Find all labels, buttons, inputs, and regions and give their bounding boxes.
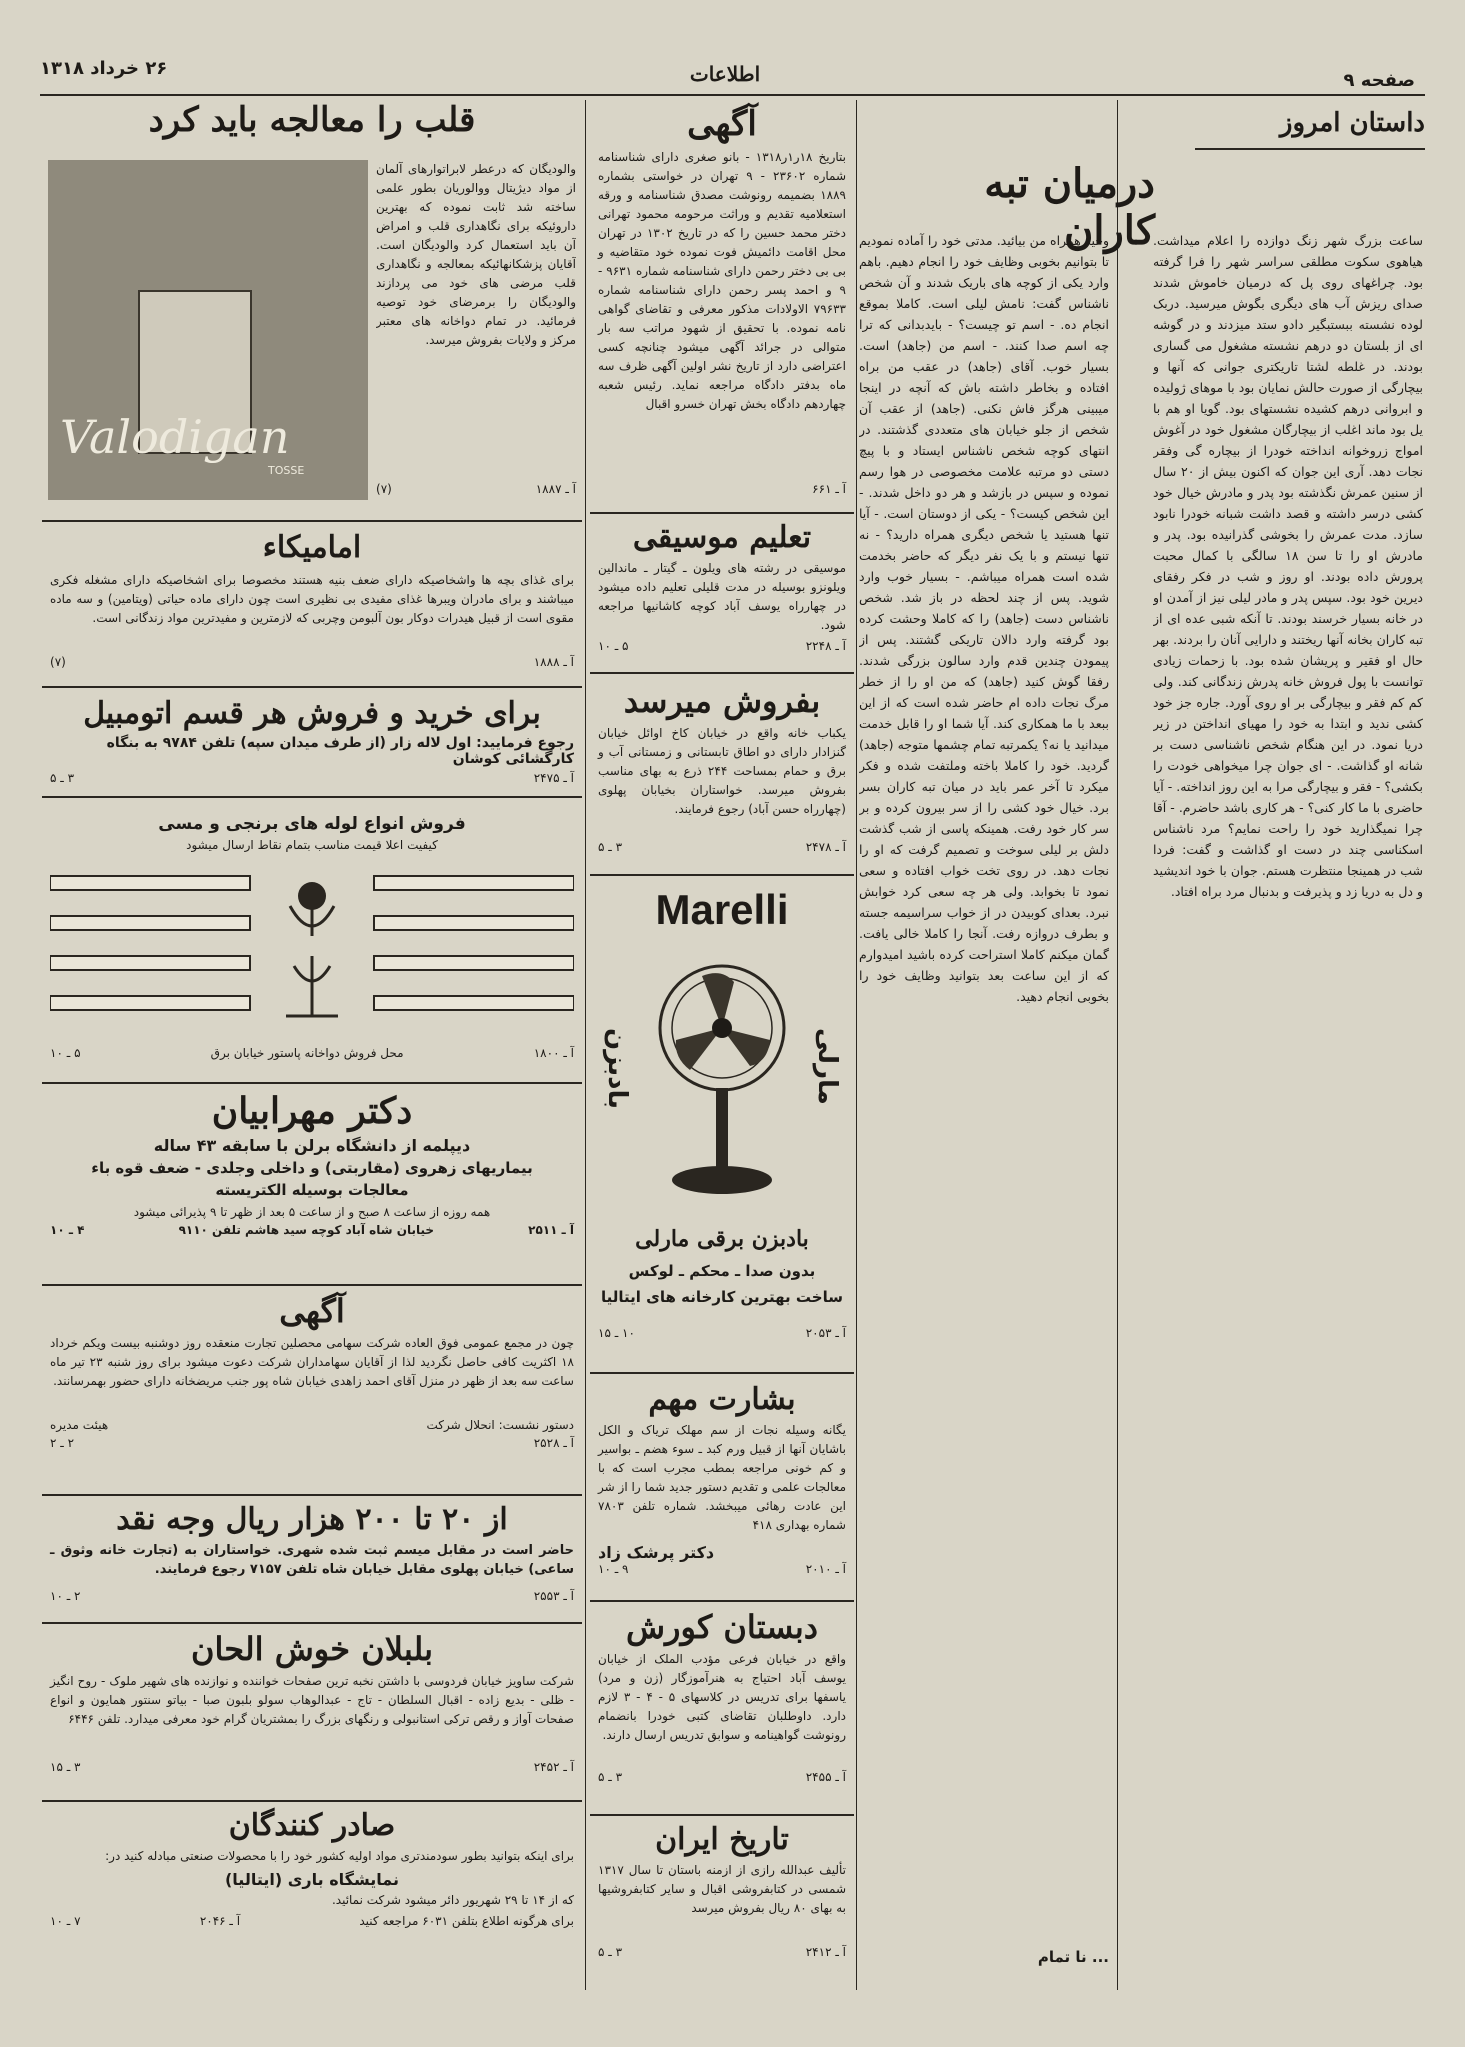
- ad-divider: [42, 1622, 582, 1624]
- ad-code: آ ـ ۱۸۰۰: [533, 1046, 574, 1060]
- ad-title: امامیکاء: [262, 530, 362, 565]
- ad-line: بیماریهای زهروی (مقاربتی) و داخلی وجلدی - ضعف قوه باء: [91, 1159, 533, 1177]
- ad-pipes: [42, 800, 582, 1080]
- ad-title: تعلیم موسیقی: [632, 520, 812, 555]
- ad-divider: [590, 1814, 854, 1816]
- product-logo-text: Valodigan: [60, 410, 290, 464]
- product-photo: [48, 160, 368, 500]
- ad-line: کیفیت اعلا قیمت مناسب بتمام نقاط ارسال میشود: [186, 838, 438, 852]
- ad-amamika: [42, 524, 582, 684]
- ad-title: صادر کنندگان: [228, 1808, 396, 1843]
- ad-title: از ۲۰ تا ۲۰۰ هزار ریال وجه نقد: [116, 1502, 508, 1537]
- ad-address: خیابان شاه آباد کوچه سید هاشم تلفن ۹۱۱۰: [178, 1223, 435, 1237]
- ad-divider: [590, 512, 854, 514]
- ad-code-2: ۳ ـ ۵: [598, 1770, 623, 1784]
- issue-date: ۲۶ خرداد ۱۳۱۸: [40, 58, 168, 79]
- ad-divider: [42, 1284, 582, 1286]
- ad-title: دکتر مهرابیان: [211, 1090, 413, 1132]
- ad-fair: نمایشگاه باری (ایتالیا): [224, 1870, 400, 1889]
- ad-divider: [42, 1494, 582, 1496]
- ad-number: (۷): [50, 655, 66, 669]
- ad-title: بفروش میرسد: [623, 682, 821, 720]
- to-be-continued: ... نا تمام: [1037, 1948, 1109, 1966]
- section-rule: [1195, 148, 1425, 150]
- ad-agenda: دستور نشست: انحلال شرکت: [426, 1418, 574, 1432]
- ad-title: آگهی: [687, 104, 757, 144]
- story-column-right: ساعت بزرگ شهر زنگ دوازده را اعلام میداشت. هیاهوی سکوت مطلقی سراسر شهر را فرا گرفته بود. چراغهای روی پل که درمیان خاموش شدند صدای ریزش آب های دیگری بگوش میرسید. دربک لوده نشسته ببستبگیر دادو ستد میزدند و در گوشه ای از بلستان دو درهم نشسته مشغول می گساری بودند. در غلطه لشتا تاریکتری جوانی که آنها و بیچارگی از صورت حالش نمایان بود با موهای ژولیده و ابروانی درهم کشیده نشستهای بود. گویا او هم با یل بود ماند اغلب از بیچارگان مشغول خود در آغوش امواج زروخوانه انداخته خودرا از بیچاره گی وفقر نجات دهد. آری این جوان که اکنون بیش از ۲۰ سال از سنین عمرش نگذشته بود پدر و مادرش خیال خود کشی درسر داشته و قصد داشت شبانه خودرا نابود سازد. مدت عمرش را بخوشی گذرانیده بود. پدر و مادرش او را تا سن ۱۸ سالگی با کمال محبت پرورش داده بودند. او روز و شب در فکر رفقای دیرین خود بود. سپس پدر و مادر لیلی نیز از آمدن او در خانه بسیار خرسند بودند. تا آنکه شبی عده ای از تبه کاران بخانه آنها ریختند و دارایی آنان را بردند. بهر حال او فقیر و پریشان شده بود. با زحمات زیادی توانست با پول فروش خانه پدرش زندگانی کند. ولی کم کم فقر و بیچارگی بر او روی آورد. جاره جز خود کشی ندید و ابتدا به خود را مهیای انداختن در زیر دریا نمود. در این هنگام شخص ناشناسی دست بر شانه او گذاشت. - ای جوان چرا میخواهی خودت را بکشی؟ - فقر و بیچارگی مرا به این روز انداخته. - آیا حاضری با ما کار کنی؟ - هر کاری باشد حاضرم. - آقا چرا نمیگذارید خود را راحت نمایم؟ مرد ناشناس اسکناسی چند در دست او گذاشت و گفت: فردا شب در همینجا منتظرت هستم. جوان با خود اندیشید و دل به دریا زد و پذیرفت و بدنبال مرد براه افتاد.: [1153, 233, 1423, 899]
- ad-code-2: ۲ ـ ۲: [50, 1436, 75, 1450]
- ad-body: یگانه وسیله نجات از سم مهلک تریاک و الکل باشایان آنها از قبیل ورم کبد ـ سوء هضم ـ بواسیر و کم خونی مراجعه بمطب مجرب است که با معالجات علمی و تقدیم دستور جدید شما را از شر این عادت رهائی میبخشد. شماره تلفن ۷۸۰۳ شماره بهداری ۴۱۸: [598, 1423, 846, 1532]
- ad-code-2: ۵ ـ ۱۰: [50, 1046, 81, 1060]
- fan-icon: [642, 948, 802, 1208]
- product-logo-sub: TOSSE: [268, 464, 305, 477]
- ad-notice-inheritance: [590, 100, 854, 510]
- ad-code: آ ـ ۲۰۴۶: [199, 1914, 241, 1928]
- ad-code: آ ـ ۲۰۵۳: [805, 1326, 846, 1340]
- ad-divider: [590, 874, 854, 876]
- ad-house-sale: [590, 676, 854, 872]
- ad-code-2: ۴ ـ ۱۰: [50, 1223, 85, 1237]
- ad-cash-loan: [42, 1498, 582, 1620]
- ad-code-2: ۹ ـ ۱۰: [598, 1562, 629, 1576]
- ad-body: برای اینکه بتوانید بطور سودمندتری مواد اولیه کشور خود را با محصولات صنعتی مبادله کنید در:: [105, 1849, 574, 1863]
- ad-signature: هیئت مدیره: [50, 1418, 109, 1432]
- ad-title: آگهی: [279, 1292, 345, 1330]
- side-label: بادبزن: [602, 1028, 632, 1109]
- ad-code: آ ـ ۶۶۱: [812, 482, 846, 496]
- story-title: درمیان تبه کاران: [984, 160, 1155, 254]
- ad-code-2: ۵ ـ ۱۰: [598, 639, 629, 653]
- ad-history-book: [590, 1818, 854, 1986]
- ad-footer: محل فروش دواخانه پاستور خیابان برق: [210, 1046, 404, 1060]
- column-rule: [585, 100, 586, 1990]
- ad-music-lessons: [590, 516, 854, 670]
- ad-line: همه روزه از ساعت ۸ صبح و از ساعت ۵ بعد از ظهر تا ۹ پذیرائی میشود: [133, 1205, 491, 1219]
- ad-code-2: ۲ ـ ۱۰: [50, 1589, 81, 1603]
- ad-kourosh-school: [590, 1604, 854, 1812]
- ad-company-notice: [42, 1288, 582, 1492]
- ad-divider: [590, 1600, 854, 1602]
- ad-marelli-fan: [590, 878, 854, 1370]
- ad-exporters: [42, 1804, 582, 1988]
- column-rule: [856, 100, 857, 1990]
- ad-code: آ ـ ۲۴۷۸: [805, 840, 846, 854]
- ad-title: قلب را معالجه باید کرد: [148, 100, 476, 140]
- ad-title: دبستان کورش: [625, 1608, 819, 1646]
- ad-records: [42, 1626, 582, 1798]
- ad-title: برای خرید و فروش هر قسم اتومبیل: [83, 696, 541, 731]
- ad-line: بدون صدا ـ محکم ـ لوکس: [628, 1262, 816, 1280]
- masthead-rule: [40, 94, 1425, 96]
- ad-line: معالجات بوسیله الکتریسته: [215, 1181, 409, 1199]
- ad-line: دیپلمه از دانشگاه برلن با سابقه ۴۳ ساله: [153, 1136, 471, 1155]
- ad-divider: [42, 1082, 582, 1084]
- ad-code: آ ـ ۱۸۸۷: [535, 482, 576, 496]
- ad-number: (۷): [376, 482, 392, 496]
- ad-body: شرکت ساویز خیابان فردوسی با داشتن نخبه ترین صفحات خواننده و نوازنده های شهیر ملوک - روح انگیز - ظلی - بدیع زاده - اقبال السلطان - تاج - عبدالوهاب سولو بلبون صبا - بیاتو سنتور همایون و انواع صفحات آواز و رقص ترکی استانبولی و رنگهای بزرگ را بمشتریان گرام خود معرفی میدارد. تلفن ۶۴۴۶: [50, 1674, 574, 1726]
- side-label: مارلی: [812, 1028, 842, 1105]
- ad-body: بتاریخ ۱۸ر۱ر۱۳۱۸ - بانو صغری دارای شناسنامه شماره ۲۳۶۰۲ - ۹ تهران در خواستی بشماره ۱۸۸۹ بضمیمه رونوشت مصدق شناسنامه و ورقه استعلامیه تقدیم و وراثت مرحومه محمود تهرانی دختر محمد حسین را که در تاریخ ۱۳۰۲ در تهران محل اقامت دائمیش فوت نموده خود متقاضیه و بی بی دختر رحمن دارای شناسنامه شماره ۹۶۳۱ - ۹ و احمد پسر رحمن دارای شناسنامه شماره ۷۹۶۳۳ الاولادات مذکور معرفی و تقاضای گواهی نامه نموده. با تحقیق از شهود مراتب سه بار متوالی در جرائد آگهی میشود چنانچه کسی اعتراضی دارد از تاریخ نشر اولین آگهی ظرف سه ماه بدفتر دادگاه مراجعه نماید. رئیس شعبه چهاردهم دادگاه بخش تهران خسرو اقبال: [598, 150, 847, 411]
- ad-code-2: ۱۰ ـ ۱۵: [598, 1326, 635, 1340]
- ad-dates: که از ۱۴ تا ۲۹ شهریور دائر میشود شرکت نمائید.: [331, 1893, 574, 1907]
- ad-code: آ ـ ۲۴۷۵: [533, 771, 574, 785]
- ad-info: برای هرگونه اطلاع بتلفن ۶۰۳۱ مراجعه کنید: [359, 1914, 574, 1928]
- ad-divider: [590, 672, 854, 674]
- ad-code: آ ـ ۲۲۴۸: [805, 639, 846, 653]
- section-title: داستان امروز: [1279, 108, 1425, 138]
- ad-code: آ ـ ۲۵۵۳: [533, 1589, 574, 1603]
- ad-body: یکباب خانه واقع در خیابان کاخ اوائل خیابان گنزادار دارای دو اطاق تابستانی و زمستانی آب و برق و حمام بمساحت ۲۴۴ ذرع به بهای مناسب بفروش میرسد. خواستاران بخیابان پهلوی (چهارراه حسن آباد) رجوع فرمایند.: [598, 726, 846, 816]
- ad-title: بشارت مهم: [648, 1382, 796, 1417]
- ad-divider: [42, 796, 582, 798]
- ad-body: واقع در خیابان فرعی مؤدب الملک از خیابان یوسف آباد احتیاج به هنرآموزگار (زن و مرد) یاسفها برای تدریس در کلاسهای ۵ - ۴ - ۳ لازم دارد. داوطلبان تقاضای کتبی خودرا بانضمام رونوشت گواهینامه و سوابق تدریس ارسال دارند.: [598, 1652, 846, 1742]
- ad-code-2: ۳ ـ ۱۵: [50, 1760, 81, 1774]
- ad-code: آ ـ ۲۰۱۰: [805, 1562, 846, 1576]
- ad-divider: [42, 1800, 582, 1802]
- ad-automobile: [42, 690, 582, 794]
- ad-divider: [42, 520, 582, 522]
- ad-code: آ ـ ۲۴۵۵: [805, 1770, 846, 1784]
- ad-code-2: ۳ ـ ۵: [598, 840, 623, 854]
- story-column-left: وحید همراه من بیائید. مدتی خود را آماده نمودیم تا بتوانیم بخوبی وظایف خود را انجام دهیم. باهم وارد یکی از کوچه های باریک شدند و آن شخص ناشناس گفت: نامش لیلی است. کاملا بموقع انجام ده. - اسم تو چیست؟ - بایدبدانی که ترا چه اسم صدا کنند. - اسم من (جاهد) است. بسیار خوب. آقای (جاهد) در عقب من براه افتاده و بخاطر داشته باش که آنچه در اینجا میبینی هرگز فاش نکنی. (جاهد) از عقب آن شخص از جلو خیابان های متعددی گذشتند. در انتهای کوچه شخص ناشناس ایستاد و با پیچ دستی دو مرتبه علامت مخصوصی در هوا رسم نموده و سپس در بازشد و هر دو داخل شدند. - این شخص کیست؟ - یکی از دوستان است. - آیا تنها هستید یا شخص دیگری همراه دارید؟ - نه تنها نیستم و با یک نفر دیگر که حاضر بخدمت شده است همراه میباشم. - بسیار خوب وارد شوید. پس از چند لحظه در باز شد. شخص ناشناس دست (جاهد) را که کاملا وحشت کرده بود گرفته وارد دالان تاریکی گشتند. پس از پیمودن چندین قدم وارد سالون بزرگی شدند. رفقا گوش کنید (جاهد) که من او را از خطر مرگ نجات داده ام حاضر شده است که از این ببعد با ما همکاری کند. آیا شما او را قابل خدمت میدانید یا نه؟ یکمرتبه تمام چشمها متوجه (جاهد) گردید. خود را کاملا باخته وملتفت شده و فکر میکرد تا آخر عمر باید در میان تبه کاران بسر برد. خیال خود کشی را از سر بیرون کرده و بر سر کار خود رفت. همینکه پاسی از شب گذشت دلش بر لیلی سوخت و تصمیم گرفت که او را نجات دهد. در روی تخت خواب افتاده و سعی نمود تا بخوابد. ولی هر چه سعی کرد خوابش نبرد. بعدای کوبیدن در از خواب سراسیمه جسته و بطرف دروازه رفت. آنجا را کاملا خالی یافت. گمان میکنم کاملا استراحت کرده باشید امیدوارم که از این ساعت بعد بتوانید وظایف خود را بخوبی انجام دهید.: [859, 233, 1109, 1004]
- pipes-illustration-icon: [50, 866, 574, 1036]
- ad-title: بلبلان خوش الحان: [191, 1630, 433, 1668]
- ad-body: رجوع فرمایید: اول لاله زار (از طرف میدان سپه) تلفن ۹۷۸۴ به بنگاه کارگشائی کوشان: [106, 735, 574, 767]
- ad-divider: [42, 686, 582, 688]
- ad-code-2: ۳ ـ ۵: [598, 1945, 623, 1959]
- ad-divider: [590, 1372, 854, 1374]
- paper-name: اطلاعات: [689, 62, 761, 86]
- ad-body: برای غذای بچه ها واشخاصیکه دارای ضعف بنیه هستند مخصوصا برای اشخاصیکه دارای مشغله فکری میباشند و برای مادران ویبرها غذای مفیدی بی نظیری است چون دارای ماده حیاتی (ویتامین) و سه ماده مقوی است از قبیل هیدرات دوکار بون آلبومن وچربی که لازمترین و مفیدترین مواد زندگانی است.: [50, 573, 574, 625]
- ad-valodigan: [42, 98, 582, 518]
- ad-body: والودیگان که درعطر لابراتوارهای آلمان از مواد دیژیتال ووالوریان بطور علمی ساخته شد ثابت نموده که بهترین داروئیکه برای نگاهداری قلب و امراض آن باید استعمال کرد والودیگان است. آقایان پزشکانهائیکه بمعالجه و نگاهداری قلب مرضی های خود می پردازند والودیگان را برمرضای خود توصیه فرمائید. در تمام دواخانه های معتبر مرکز و ولایات بفروش میرسد.: [376, 162, 576, 347]
- ad-code-2: ۷ ـ ۱۰: [50, 1914, 81, 1928]
- ad-code: آ ـ ۲۵۱۱: [528, 1223, 574, 1237]
- ad-code: آ ـ ۲۵۲۸: [533, 1436, 574, 1450]
- ad-doctor-mehrabian: [42, 1086, 582, 1282]
- ad-code: آ ـ ۱۸۸۸: [533, 655, 574, 669]
- ad-line: فروش انواع لوله های برنجی و مسی: [158, 814, 466, 834]
- ad-title: بادبزن برقی مارلی: [635, 1226, 809, 1252]
- column-rule: [1117, 100, 1118, 1990]
- ad-title: تاریخ ایران: [655, 1822, 789, 1857]
- brand-logo: Marelli: [655, 886, 789, 933]
- ad-body: چون در مجمع عمومی فوق العاده شرکت سهامی محصلین تجارت منعقده روز دوشنبه بیست ویکم خرداد ۱۸ اکثریت کافی حاصل نگردید لذا از آقایان سهامداران شرکت دعوت میشود برای روز شنبه ۲۳ تیر ماه ساعت سه بعد از ظهر در منزل آقای احمد زاهدی خیابان شاه پور جنب مریضخانه دارای حضور بهمرسانند.: [50, 1336, 574, 1388]
- ad-signature: دکتر پرشک زاد: [598, 1543, 715, 1562]
- ad-code-2: ۳ ـ ۵: [50, 771, 75, 785]
- ad-line: ساخت بهترین کارخانه های ایتالیا: [601, 1288, 843, 1306]
- ad-code: آ ـ ۲۴۱۲: [805, 1945, 846, 1959]
- page-number: صفحه ۹: [1343, 70, 1415, 91]
- ad-body: تألیف عبدالله رازی از ازمنه باستان تا سال ۱۳۱۷ شمسی در کتابفروشی اقبال و سایر کتابفروشیها به بهای ۸۰ ریال بفروش میرسد: [598, 1863, 846, 1915]
- ad-body: موسیقی در رشته های ویلون ـ گیتار ـ ماندالین ویلونزو بوسیله در مدت قلیلی تعلیم داده میشود در چهارراه یوسف آباد کوچه کاشانیها مراجعه شود.: [598, 561, 846, 632]
- ad-good-news: [590, 1376, 854, 1598]
- ad-body: حاضر است در مقابل میسم ثبت شده شهری. خواستاران به (تجارت خانه وثوق ـ ساعی) خیابان پهلوی مقابل خیابان شاه تلفن ۷۱۵۷ رجوع فرمایند.: [50, 1543, 574, 1577]
- ad-code: آ ـ ۲۴۵۲: [533, 1760, 574, 1774]
